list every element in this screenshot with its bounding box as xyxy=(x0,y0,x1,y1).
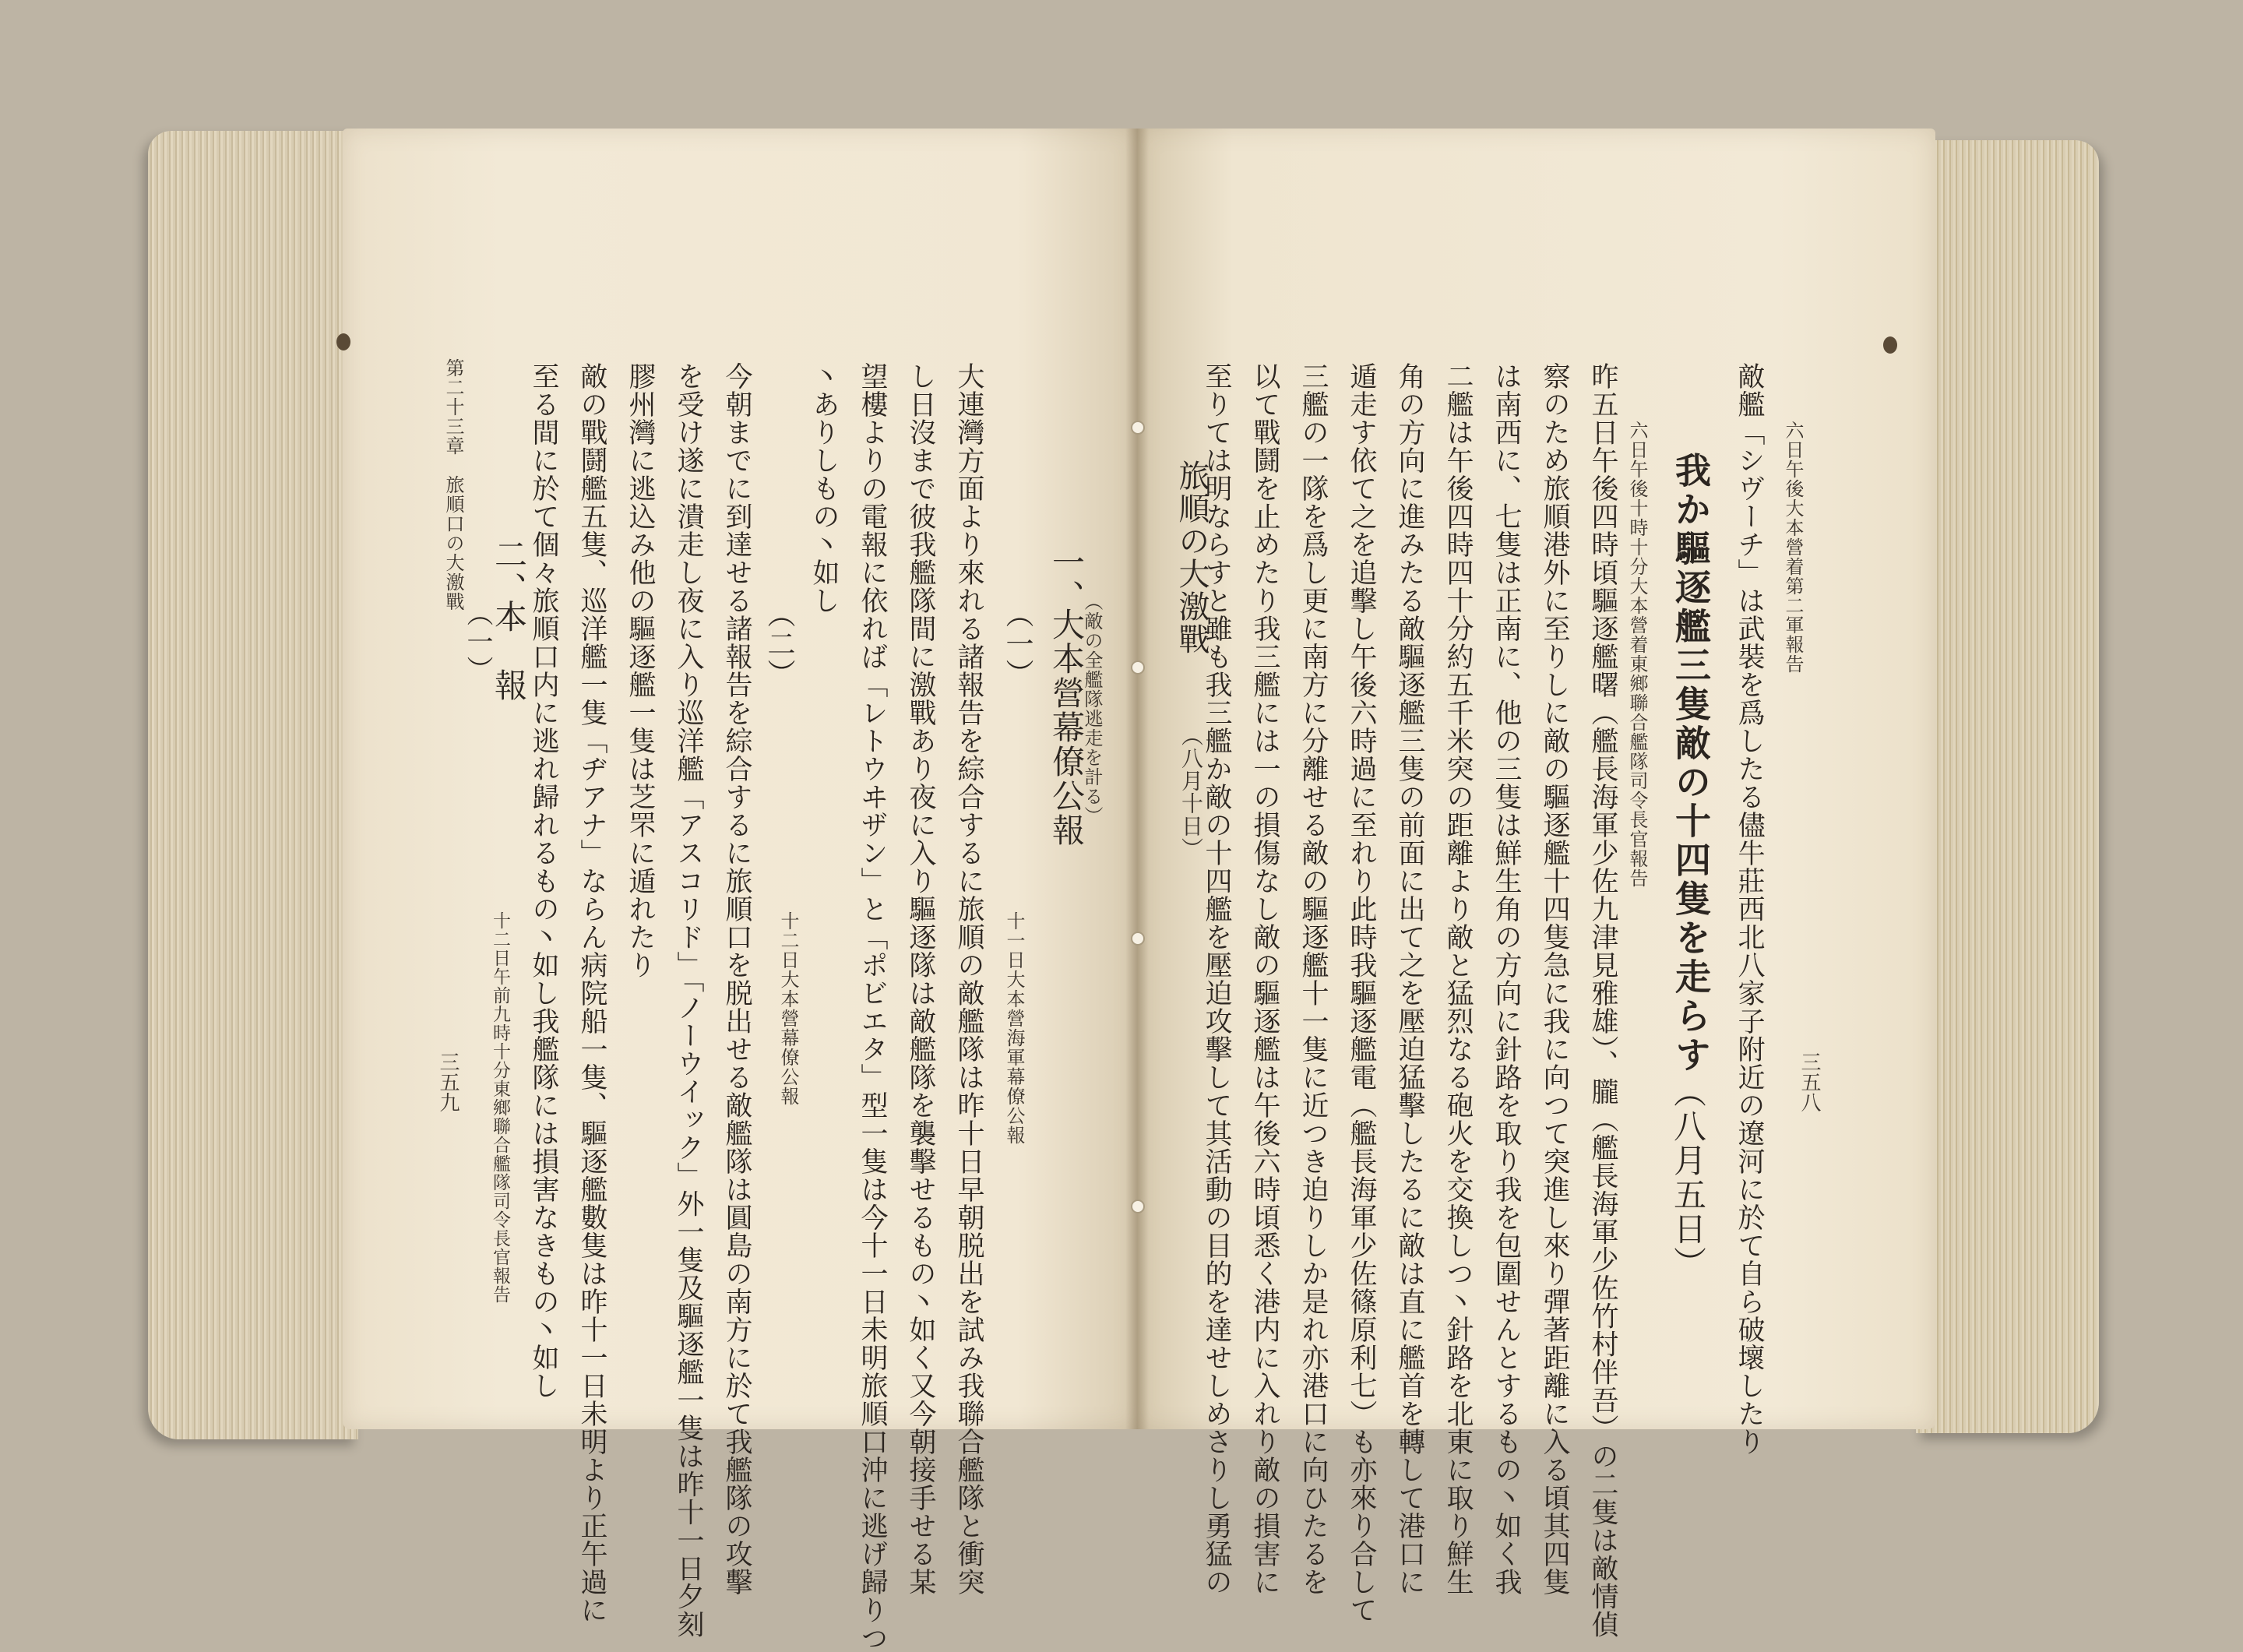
sub2-line: 今朝までに到達せる諸報告を綜合するに旅順口を脱出せる敵艦隊は圓島の南方に於て我艦隊の攻擊 xyxy=(721,362,752,1596)
sub1-line: し日沒まで彼我艦隊間に激戰あり夜に入り驅逐隊は敵艦隊を襲擊せるもの丶如く又今朝接手せる某 xyxy=(905,362,936,1596)
report-line: 遁走す依て之を追擊し午後六時過に至れり此時我驅逐艦電（艦長海軍少佐篠原利七）も亦來り合して xyxy=(1346,362,1377,1624)
binding-stitch xyxy=(1131,1199,1145,1213)
right-top-source: 六日午後大本營着第二軍報告 xyxy=(1782,421,1804,674)
section-one-sub1-source: 十一日大本營海軍幕僚公報 xyxy=(1003,911,1025,1145)
report-line: 角の方向に進みたる敵驅逐艦三隻の前面に出て之を壓迫猛擊したるに敵は直に艦首を轉して港口に xyxy=(1394,362,1425,1596)
section-two-title: 本 報 xyxy=(490,600,528,703)
right-page-number: 三五八 xyxy=(1798,1051,1821,1112)
sub2-line: 敵の戰鬪艦五隻、巡洋艦一隻「ヂアナ」ならん病院船一隻、驅逐艦數隻は昨十一日未明より正午過に xyxy=(576,362,607,1624)
section-one-sub2: （二） xyxy=(763,600,795,689)
section-one-title: 大本營幕僚公報 xyxy=(1048,608,1086,847)
sub1-line: 丶ありしもの丶如し xyxy=(808,362,840,615)
report-line: は南西に、七隻は正南に、他の三隻は鮮生角の方向に針路を取り我を包圍せんとするもの丶如く我 xyxy=(1491,362,1522,1596)
report-line: 三艦の一隊を爲し更に南方に分離せる敵の驅逐艦十一隻に近つき迫りしか是れ亦港口に向ひたるを xyxy=(1298,362,1329,1596)
section-two-sub1-source: 十二日午前九時十分東鄉聯合艦隊司令長官報告 xyxy=(490,911,510,1304)
sub2-line: 至る間に於て個々旅順口内に逃れ歸れるもの丶如し我艦隊には損害なきもの丶如し xyxy=(528,362,559,1400)
binding-stitch xyxy=(1131,660,1145,675)
sub2-line: 膠州灣に逃込み他の驅逐艦一隻は芝罘に遁れたり xyxy=(625,362,656,979)
report-line: 二艦は午後四時四十分約五千米突の距離より敵と猛烈なる砲火を交換しつ丶針路を北東に取り鮮生 xyxy=(1442,362,1474,1596)
section-one-sub2-source: 十二日大本營幕僚公報 xyxy=(777,911,799,1106)
right-big-heading-date: （八月十日） xyxy=(1178,724,1204,860)
section-two-number: 二、 xyxy=(490,537,528,606)
report-line: 至りては明ならすと雖も我三艦か敵の十四艦を壓迫攻擊して其活動の目的を達せしめさりし勇猛の xyxy=(1201,362,1232,1596)
page-hole-mark xyxy=(336,333,350,350)
report-line: 昨五日午後四時頃驅逐艦曙（艦長海軍少佐九津見雅雄）、朧（艦長海軍少佐竹村伴吾）の二隻は敵情偵 xyxy=(1587,362,1618,1639)
binding-stitch xyxy=(1131,932,1145,946)
left-running-header: 第二十三章 旅順口の大激戰 xyxy=(442,358,464,611)
book-gutter xyxy=(1125,129,1149,1429)
sub2-line: を受け遂に潰走し夜に入り巡洋艦「アスコリド」「ノーウイック」外一隻及驅逐艦一隻は昨十一日夕刻 xyxy=(673,362,704,1639)
section-one-sub1: （一） xyxy=(1002,600,1033,689)
sub1-line: 望樓よりの電報に依れば「レトウヰザン」と「ポビエタ」型一隻は今十一日未明旅順口沖に逃げ歸りつ xyxy=(857,362,888,1652)
right-heading: 我か驅逐艦三隻敵の十四隻を走らす xyxy=(1670,452,1712,1075)
right-top-line: 敵艦「シヴーチ」は武裝を爲したる儘牛莊西北八家子附近の遼河に於て自ら破壞したり xyxy=(1734,362,1765,1456)
sub1-line: 大連灣方面より來れる諸報告を綜合するに旅順の敵艦隊は昨十日早朝脱出を試み我聯合艦隊と衝突 xyxy=(953,362,984,1596)
binding-stitch xyxy=(1131,421,1145,435)
section-one-number: 一、 xyxy=(1048,545,1086,614)
right-page-block-edge xyxy=(1916,140,2099,1433)
report-line: 察のため旅順港外に至りしに敵の驅逐艦十四隻急に我に向つて突進し來り彈著距離に入る頃其四隻 xyxy=(1539,362,1570,1596)
report-line: 以て戰鬪を止めたり我三艦には一の損傷なし敵の驅逐艦は午後六時頃悉く港内に入れり敵の損害に xyxy=(1249,362,1280,1596)
right-big-heading: 旅順の大激戰 xyxy=(1174,460,1210,656)
sub2-note: （敵の全艦隊逃走を計る） xyxy=(1081,592,1103,826)
right-report-source: 六日午後十時十分大本營着東鄉聯合艦隊司令長官報告 xyxy=(1626,421,1648,888)
section-two-sub1: （一） xyxy=(462,600,493,684)
left-page-number: 三五九 xyxy=(436,1051,460,1112)
right-heading-date: （八月五日） xyxy=(1669,1075,1707,1280)
page-hole-mark xyxy=(1883,336,1897,354)
left-page-block-edge xyxy=(148,131,358,1439)
